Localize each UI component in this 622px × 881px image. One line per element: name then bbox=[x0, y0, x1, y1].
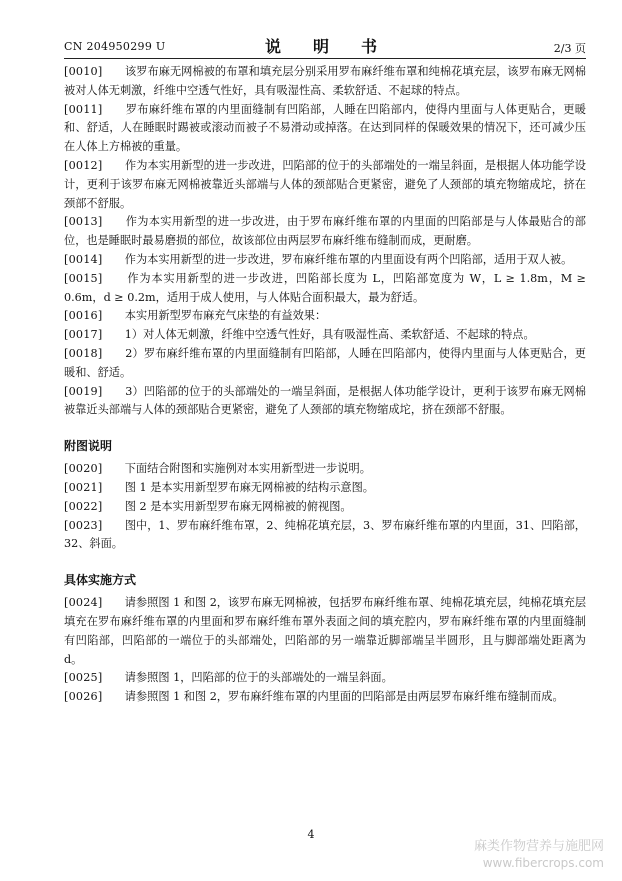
paragraph bbox=[64, 251, 586, 270]
page-indicator: 2/3 页 bbox=[553, 42, 586, 55]
watermark bbox=[474, 838, 604, 872]
paragraph-text: 3）凹陷部的位于的头部端处的一端呈斜面，是根据人体功能学设计，更利于该罗布麻无网棉被靠近头部端与人体的颈部贴合更紧密，避免了人颈部的填充物缩成坨，挤在颈部不舒服。 bbox=[64, 384, 586, 417]
paragraph-group bbox=[64, 594, 586, 707]
paragraph bbox=[64, 345, 586, 383]
paragraph-number: [0020] bbox=[64, 462, 103, 476]
document-body bbox=[64, 63, 586, 707]
paragraph bbox=[64, 669, 586, 688]
paragraph bbox=[64, 517, 586, 555]
paragraph bbox=[64, 460, 586, 479]
watermark-site-name: 麻类作物营养与施肥网 bbox=[473, 839, 604, 854]
paragraph bbox=[64, 594, 586, 669]
paragraph-text: 作为本实用新型的进一步改进，罗布麻纤维布罩的内里面设有两个凹陷部，适用于双人被。 bbox=[102, 252, 573, 266]
paragraph-number: [0025] bbox=[64, 671, 103, 685]
paragraph bbox=[64, 307, 586, 326]
paragraph bbox=[64, 498, 586, 517]
paragraph-text: 作为本实用新型的进一步改进，凹陷部的位于的头部端处的一端呈斜面，是根据人体功能学设计，更利于该罗布麻无网棉被靠近头部端与人体的颈部贴合更紧密，避免了人颈部的填充物缩成坨，挤在颈部不舒服。 bbox=[64, 158, 586, 210]
paragraph-text: 下面结合附图和实施例对本实用新型进一步说明。 bbox=[102, 462, 371, 476]
header-rule bbox=[64, 58, 586, 59]
paragraph bbox=[64, 479, 586, 498]
paragraph-number: [0017] bbox=[64, 328, 103, 342]
paragraph-number: [0015] bbox=[64, 271, 103, 285]
paragraph-number: [0010] bbox=[64, 65, 103, 78]
paragraph-group bbox=[64, 63, 586, 420]
paragraph-number: [0021] bbox=[64, 480, 103, 494]
page-header bbox=[64, 34, 586, 56]
paragraph-number: [0011] bbox=[64, 102, 103, 116]
paragraph-number: [0026] bbox=[64, 690, 103, 704]
section-title-embodiments: 具体实施方式 bbox=[64, 573, 137, 588]
paragraph-number: [0022] bbox=[64, 499, 103, 513]
paragraph-group bbox=[64, 460, 586, 554]
paragraph-number: [0014] bbox=[64, 252, 103, 266]
paragraph bbox=[64, 101, 586, 157]
paragraph-text: 该罗布麻无网棉被的布罩和填充层分别采用罗布麻纤维布罩和纯棉花填充层，该罗布麻无网棉被对人体无刺激，纤维中空透气性好，具有吸湿性高、柔软舒适、不起球的特点。 bbox=[64, 65, 586, 97]
document-title: 说 明 书 bbox=[264, 37, 385, 56]
paragraph bbox=[64, 63, 586, 101]
paragraph-text: 请参照图 1，凹陷部的位于的头部端处的一端呈斜面。 bbox=[102, 671, 393, 685]
paragraph-text: 图中，1、罗布麻纤维布罩，2、纯棉花填充层，3、罗布麻纤维布罩的内里面，31、凹陷部，32、斜面。 bbox=[64, 518, 586, 551]
paragraph bbox=[64, 688, 586, 707]
paragraph-text: 请参照图 1 和图 2，罗布麻纤维布罩的内里面的凹陷部是由两层罗布麻纤维布缝制而成。 bbox=[102, 690, 564, 704]
paragraph-text: 本实用新型罗布麻充气床垫的有益效果： bbox=[102, 309, 327, 323]
watermark-url: www.fibercrops.com bbox=[482, 856, 604, 870]
paragraph-number: [0018] bbox=[64, 346, 103, 360]
paragraph-number: [0019] bbox=[64, 384, 103, 398]
paragraph-number: [0023] bbox=[64, 518, 103, 532]
paragraph-text: 图 1 是本实用新型罗布麻无网棉被的结构示意图。 bbox=[102, 480, 374, 494]
paragraph bbox=[64, 157, 586, 213]
paragraph-text: 罗布麻纤维布罩的内里面缝制有凹陷部，人睡在凹陷部内，使得内里面与人体更贴合，更暖和、舒适，人在睡眠时踢被或滚动而被子不易滑动或掉落。在达到同样的保暖效果的情况下，还可减少压在人体上方棉被的重量。 bbox=[64, 102, 586, 154]
paragraph-text: 作为本实用新型的进一步改进，由于罗布麻纤维布罩的内里面的凹陷部是与人体最贴合的部位，也是睡眠时最易磨损的部位，故该部位由两层罗布麻纤维布缝制而成，更耐磨。 bbox=[64, 215, 586, 248]
paragraph-number: [0012] bbox=[64, 158, 103, 172]
paragraph bbox=[64, 270, 586, 308]
paragraph bbox=[64, 383, 586, 421]
section-title-figures: 附图说明 bbox=[64, 439, 113, 454]
paragraph-number: [0013] bbox=[64, 215, 103, 229]
page-number: 4 bbox=[307, 828, 315, 841]
patent-number: CN 204950299 U bbox=[64, 40, 166, 53]
paragraph-text: 图 2 是本实用新型罗布麻无网棉被的俯视图。 bbox=[102, 499, 352, 513]
paragraph-number: [0016] bbox=[64, 309, 103, 323]
paragraph bbox=[64, 213, 586, 251]
paragraph-text: 1）对人体无刺激，纤维中空透气性好，具有吸湿性高、柔软舒适、不起球的特点。 bbox=[102, 328, 535, 342]
paragraph-number: [0024] bbox=[64, 596, 103, 610]
paragraph-text: 作为本实用新型的进一步改进，凹陷部长度为 L，凹陷部宽度为 W，L ≥ 1.8m，M ≥ 0.6m，d ≥ 0.2m，适用于成人使用，与人体贴合面积最大，最为舒适。 bbox=[64, 271, 586, 304]
paragraph bbox=[64, 326, 586, 345]
paragraph-text: 请参照图 1 和图 2，该罗布麻无网棉被，包括罗布麻纤维布罩、纯棉花填充层，纯棉花填充层填充在罗布麻纤维布罩的内里面和罗布麻纤维布罩外表面之间的填充腔内，罗布麻纤维布罩的内里面缝制有凹陷部，凹陷部的一端位于的头部端处，凹陷部的另一端靠近脚部端呈半圆形，且与脚部端处距离为 d。 bbox=[64, 596, 587, 666]
paragraph-text: 2）罗布麻纤维布罩的内里面缝制有凹陷部，人睡在凹陷部内，使得内里面与人体更贴合，更暖和、舒适。 bbox=[64, 346, 586, 379]
